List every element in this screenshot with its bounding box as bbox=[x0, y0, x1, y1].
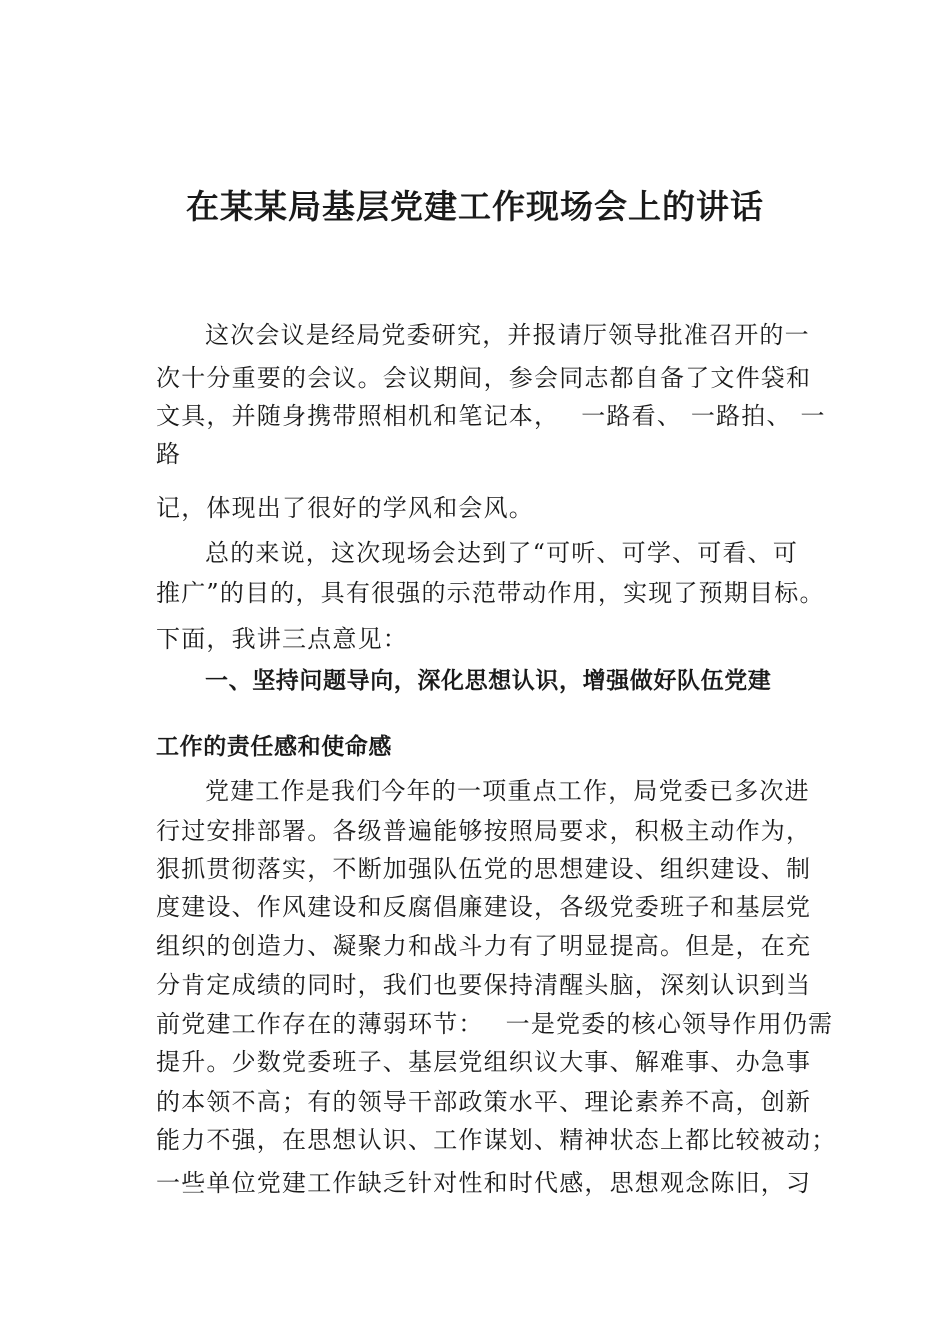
section-heading: 一、坚持问题导向，深化思想认识，增强做好队伍党建 bbox=[205, 668, 772, 694]
paragraph-line: 推广”的目的，具有很强的示范带动作用，实现了预期目标。 bbox=[156, 579, 825, 607]
paragraph-line: 一些单位党建工作缺乏针对性和时代感，思想观念陈旧，习 bbox=[156, 1169, 812, 1197]
paragraph-line: 提升。少数党委班子、基层党组织议大事、解难事、办急事 bbox=[156, 1048, 812, 1076]
paragraph-line: 能力不强，在思想认识、工作谋划、精神状态上都比较被动； bbox=[156, 1126, 837, 1154]
paragraph-line: 行过安排部署。各级普遍能够按照局要求，积极主动作为， bbox=[156, 817, 812, 845]
paragraph-line: 次十分重要的会议。会议期间，参会同志都自备了文件袋和 bbox=[156, 364, 812, 392]
paragraph-line: 记，体现出了很好的学风和会风。 bbox=[156, 494, 534, 522]
paragraph-line: 狠抓贯彻落实，不断加强队伍党的思想建设、组织建设、制 bbox=[156, 855, 812, 883]
paragraph-line: 下面，我讲三点意见： bbox=[156, 625, 408, 653]
document-title: 在某某局基层党建工作现场会上的讲话 bbox=[186, 187, 764, 226]
paragraph-line: 这次会议是经局党委研究，并报请厅领导批准召开的一 bbox=[205, 321, 810, 349]
section-heading: 工作的责任感和使命感 bbox=[156, 734, 392, 760]
paragraph-line: 度建设、作风建设和反腐倡廉建设，各级党委班子和基层党 bbox=[156, 893, 812, 921]
paragraph-line: 的本领不高；有的领导干部政策水平、理论素养不高，创新 bbox=[156, 1088, 812, 1116]
paragraph-line: 文具，并随身携带照相机和笔记本， 一路看、 一路拍、 一 bbox=[156, 402, 826, 430]
paragraph-line: 组织的创造力、凝聚力和战斗力有了明显提高。但是，在充 bbox=[156, 932, 812, 960]
paragraph-line: 路 bbox=[156, 440, 182, 468]
paragraph-line: 前党建工作存在的薄弱环节： 一是党委的核心领导作用仍需 bbox=[156, 1010, 834, 1038]
paragraph-line: 党建工作是我们今年的一项重点工作，局党委已多次进 bbox=[205, 777, 810, 805]
paragraph-line: 总的来说，这次现场会达到了“可听、可学、可看、可 bbox=[205, 539, 799, 567]
paragraph-line: 分肯定成绩的同时，我们也要保持清醒头脑，深刻认识到当 bbox=[156, 971, 812, 999]
